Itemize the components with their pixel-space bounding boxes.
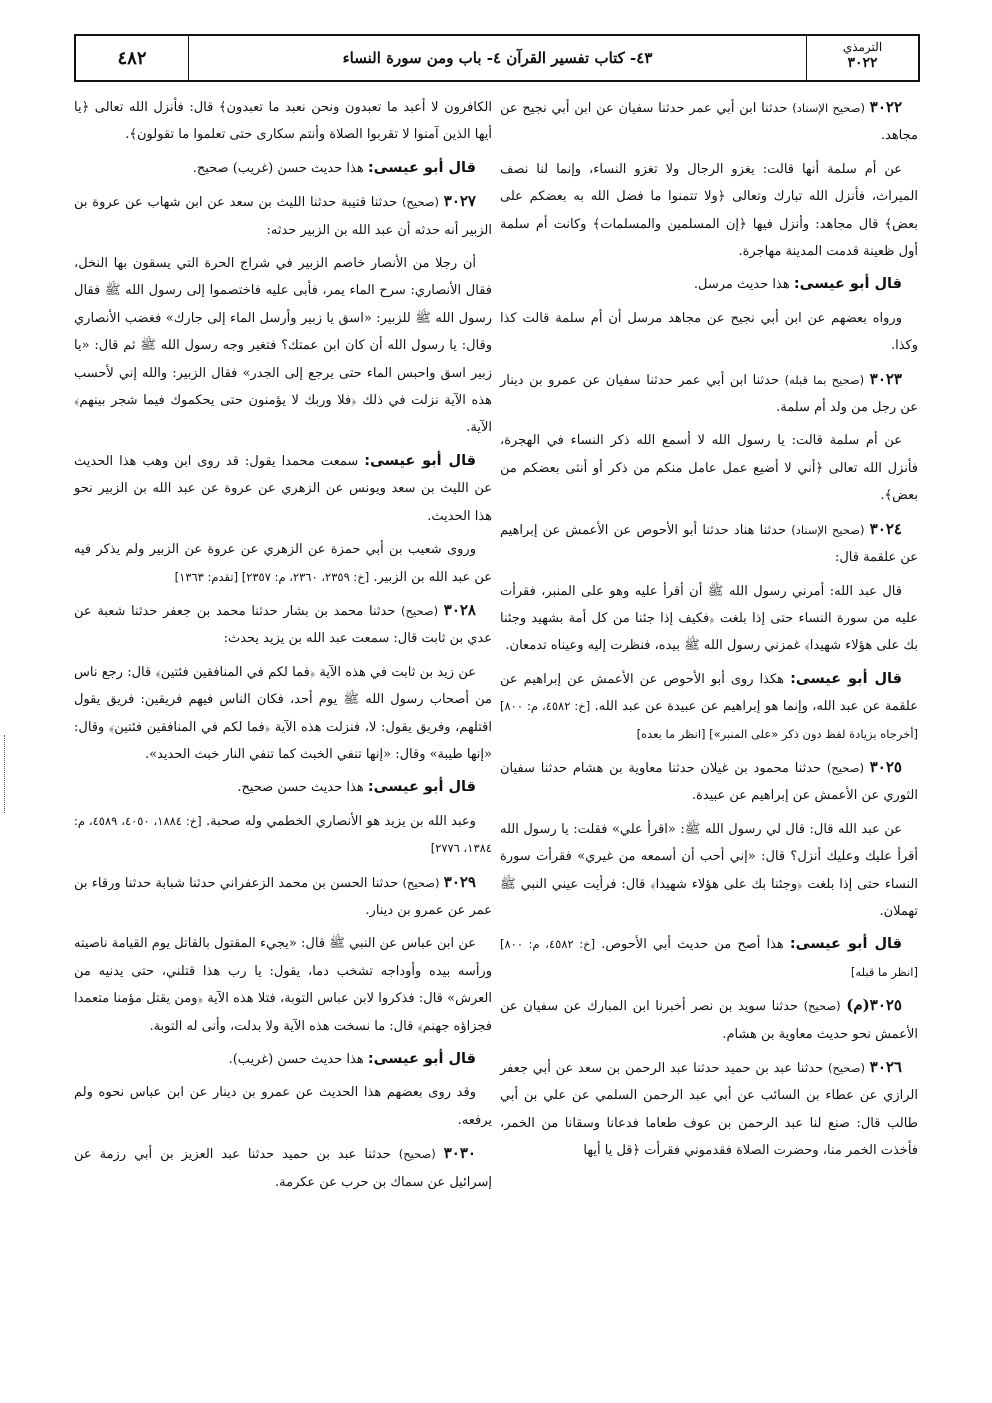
- margin-mark: [4, 735, 6, 813]
- paragraph-text: هذا حديث حسن (غريب).: [228, 1052, 364, 1067]
- hadith-paragraph: [500, 1054, 918, 1165]
- paragraph-text: حدثنا ابن أبي عمر حدثنا سفيان عن عمرو بن دينار عن رجل من ولد أم سلمة.: [500, 372, 918, 416]
- hadith-paragraph: [500, 516, 918, 572]
- paragraph-text: هذا حديث حسن (غريب) صحيح.: [192, 160, 364, 176]
- abu-isa-label: قال أبو عيسى:: [789, 936, 902, 953]
- left-column: [74, 94, 492, 1202]
- text-paragraph: [500, 156, 918, 266]
- paragraph-text: هكذا روى أبو الأحوص عن الأعمش عن إبراهيم عن علقمة عن عبد الله، وإنما هو إبراهيم عن عبيدة عن عبد الله.: [500, 671, 918, 715]
- hadith-grade: (صحيح بما قبله): [784, 372, 865, 387]
- paragraph-text: وقد روى بعضهم هذا الحديث عن عمرو بن دينار عن ابن عباس نحوه ولم يرفعه.: [74, 1085, 492, 1128]
- hadith-grade: (صحيح): [827, 1061, 866, 1075]
- paragraph-text: حدثنا هناد حدثنا أبو الأحوص عن الأعمش عن إبراهيم عن علقمة قال:: [500, 522, 918, 566]
- abu-isa-label: قال أبو عيسى:: [367, 779, 476, 796]
- commentary-paragraph: [500, 931, 918, 986]
- paragraph-text: حدثنا قتيبة حدثنا الليث بن سعد عن ابن شهاب عن عروة بن الزبير أنه حدثه أن عبد الله بن الزبير حدثه:: [74, 195, 492, 238]
- hadith-grade: (صحيح): [401, 603, 439, 618]
- hadith-number: ٣٠٢٦: [869, 1058, 902, 1076]
- text-paragraph: [74, 536, 492, 591]
- hadith-paragraph: [74, 188, 492, 244]
- hadith-grade: (صحيح): [402, 875, 440, 890]
- reference: [خ: ٤٥٨٢، م: ٨٠٠] [انظر ما قبله]: [500, 937, 918, 979]
- book-cell: [806, 36, 918, 80]
- abu-isa-label: قال أبو عيسى:: [364, 452, 477, 469]
- paragraph-text: أن رجلا من الأنصار خاصم الزبير في شراج الحرة التي يسقون بها النخل، فقال الأنصاري: سرح الماء يمر، فأبى عليه فاختصموا إلى رسول الله ﷺ فقال رسول الله ﷺ للزبير: «اسق يا زبير وأرسل الماء إلى جارك» فغضب الأنصاري وقال: يا رسول الله أن كان ابن عمتك؟ فتغير وجه رسول الله ﷺ ثم قال: «يا زبير اسق واحبس الماء حتى يرجع إلى الجدر» فقال الزبير: والله إني لأحسب هذه الآية نزلت في ذلك ﴿فلا وربك لا يؤمنون حتى يحكموك فيما شجر بينهم﴾ الآية.: [74, 256, 492, 436]
- paragraph-text: الكافرون لا أعبد ما تعبدون ونحن نعبد ما تعبدون﴾ قال: فأنزل الله تعالى ﴿يا أيها الذين آمنوا لا تقربوا الصلاة وأنتم سكارى حتى تعلموا ما تقولون﴾.: [74, 100, 492, 143]
- commentary-paragraph: [74, 1046, 492, 1073]
- hadith-paragraph: [500, 94, 918, 150]
- book-name: الترمذي: [842, 40, 883, 54]
- title-cell: [188, 36, 806, 80]
- paragraph-text: عن زيد بن ثابت في هذه الآية ﴿فما لكم في المنافقين فئتين﴾ قال: رجع ناس من أصحاب رسول الله ﷺ يوم أحد، فكان الناس فيهم فريقين: فريق يقول اقتلهم، وفريق يقول: لا، فنزلت هذه الآية ﴿فما لكم في المنافقين فئتين﴾ وقال: «إنها طيبة» وقال: «إنها تنفي الخبث كما تنفي النار خبث الحديد».: [74, 664, 492, 762]
- hadith-paragraph: [74, 597, 492, 653]
- paragraph-text: سمعت محمدا يقول: قد روى ابن وهب هذا الحديث عن الليث بن سعد ويونس عن الزهري عن عروة عن عبد الله بن الزبير نحو هذا الحديث.: [74, 453, 492, 524]
- hadith-grade: (صحيح الإسناد): [791, 522, 865, 537]
- hadith-grade: (صحيح): [803, 999, 841, 1014]
- paragraph-text: هذا أصح من حديث أبي الأحوص.: [601, 937, 784, 953]
- paragraph-text: حدثنا محمود بن غيلان حدثنا معاوية بن هشام حدثنا سفيان الثوري عن الأعمش عن إبراهيم عن عبيدة.: [500, 760, 918, 804]
- hadith-paragraph: [500, 992, 918, 1048]
- reference: [خ: ١٨٨٤، ٤٠٥٠، ٤٥٨٩، م: ١٣٨٤، ٢٧٧٦]: [74, 813, 492, 856]
- paragraph-text: وروى شعيب بن أبي حمزة عن الزهري عن عروة عن الزبير ولم يذكر فيه عن عبد الله بن الزبير.: [74, 542, 492, 585]
- hadith-number: ٣٠٢٥(م): [846, 996, 902, 1015]
- reference: [خ: ٤٥٨٢، م: ٨٠٠] [أخرجاه بزيادة لفظ دون ذكر «على المنبر»] [انظر ما بعده]: [500, 699, 918, 741]
- abu-isa-label: قال أبو عيسى:: [793, 276, 902, 293]
- paragraph-text: ورواه بعضهم عن ابن أبي نجيح عن مجاهد مرسل أن أم سلمة قالت كذا وكذا.: [500, 310, 918, 354]
- hadith-number: ٣٠٢٣: [869, 369, 902, 388]
- hadith-number: ٣٠٢٥: [869, 757, 902, 776]
- hadith-grade: (صحيح): [826, 760, 864, 775]
- commentary-paragraph: [74, 774, 492, 801]
- text-paragraph: [74, 250, 492, 442]
- page-number-cell: [76, 36, 188, 80]
- paragraph-text: حدثنا عبد بن حميد حدثنا عبد الرحمن بن سعد عن أبي جعفر الرازي عن عطاء بن السائب عن أبي عبد الرحمن السلمي عن علي بن أبي طالب قال: صنع لنا عبد الرحمن بن عوف طعاما فدعانا وسقانا من الخمر، فأخذت الخمر منا، وحضرت الصلاة فقدموني فقرأت ﴿قل يا أيها: [500, 1061, 918, 1159]
- text-paragraph: [74, 94, 492, 149]
- page-header: [74, 34, 920, 82]
- hadith-grade: (صحيح الإسناد): [792, 101, 866, 115]
- hadith-range: ٣٠٢٢: [847, 55, 878, 71]
- hadith-paragraph: [74, 1140, 492, 1196]
- paragraph-text: وعبد الله بن يزيد هو الأنصاري الخطمي وله صحبة.: [206, 813, 476, 829]
- abu-isa-label: قال أبو عيسى:: [790, 670, 902, 687]
- paragraph-text: عن أم سلمة أنها قالت: يغزو الرجال ولا تغزو النساء، وإنما لنا نصف الميراث، فأنزل الله تبارك وتعالى ﴿ولا تتمنوا ما فضل الله به بعضكم على بعض﴾ قال مجاهد: وأنزل فيها ﴿إن المسلمين والمسلمات﴾ وكانت أم سلمة أول ظعينة قدمت المدينة مهاجرة.: [500, 161, 918, 260]
- abu-isa-label: قال أبو عيسى:: [367, 159, 476, 176]
- paragraph-text: حدثنا الحسن بن محمد الزعفراني حدثنا شبابة حدثنا ورقاء بن عمر عن عمرو بن دينار.: [74, 875, 492, 918]
- abu-isa-label: قال أبو عيسى:: [367, 1051, 476, 1067]
- paragraph-text: هذا حديث مرسل.: [693, 277, 790, 293]
- paragraph-text: حدثنا محمد بن بشار حدثنا محمد بن جعفر حدثنا شعبة عن عدي بن ثابت قال: سمعت عبد الله بن يزيد يحدث:: [74, 603, 492, 647]
- paragraph-text: حدثنا عبد بن حميد حدثنا عبد العزيز بن أبي رزمة عن إسرائيل عن سماك بن حرب عن عكرمة.: [74, 1147, 492, 1190]
- text-paragraph: [500, 305, 918, 360]
- paragraph-text: حدثنا ابن أبي عمر حدثنا سفيان عن ابن أبي نجيح عن مجاهد.: [500, 101, 918, 144]
- text-paragraph: [74, 808, 492, 863]
- page-number: ٤٨٢: [117, 48, 147, 69]
- chapter-title: ٤٣- كتاب تفسير القرآن ٤- باب ومن سورة النساء: [342, 49, 653, 67]
- paragraph-text: عن ابن عباس عن النبي ﷺ قال: «يجيء المقتول بالقاتل يوم القيامة ناصيته ورأسه بيده وأوداجه تشخب دما، يقول: يا رب هذا قتلني، حتى يدنيه من العرش» قال: فذكروا لابن عباس التوبة، فتلا هذه الآية ﴿ومن يقتل مؤمنا متعمدا فجزاؤه جهنم﴾ قال: ما نسخت هذه الآية ولا بدلت، وأنى له التوبة.: [74, 936, 492, 1034]
- hadith-paragraph: [74, 869, 492, 925]
- paragraph-text: هذا حديث حسن صحيح.: [237, 780, 364, 796]
- text-paragraph: [74, 1079, 492, 1134]
- hadith-number: ٣٠٣٠: [443, 1144, 476, 1163]
- paragraph-text: عن أم سلمة قالت: يا رسول الله لا أسمع الله ذكر النساء في الهجرة، فأنزل الله تعالى ﴿أني لا أضيع عمل عامل منكم من ذكر أو أنثى بعضكم من بعض﴾.: [500, 433, 918, 504]
- hadith-number: ٣٠٢٢: [869, 98, 903, 116]
- hadith-grade: (صحيح): [401, 195, 439, 210]
- hadith-number: ٣٠٢٧: [443, 192, 476, 211]
- hadith-number: ٣٠٢٩: [443, 872, 476, 891]
- commentary-paragraph: [74, 448, 492, 530]
- hadith-paragraph: [500, 366, 918, 422]
- text-paragraph: [500, 578, 918, 660]
- hadith-number: ٣٠٢٨: [443, 600, 476, 619]
- commentary-paragraph: [74, 155, 492, 182]
- hadith-paragraph: [500, 754, 918, 810]
- paragraph-text: حدثنا سويد بن نصر أخبرنا ابن المبارك عن سفيان عن الأعمش نحو حديث معاوية بن هشام.: [500, 999, 918, 1042]
- text-paragraph: [74, 659, 492, 769]
- hadith-grade: (صحيح): [398, 1147, 436, 1162]
- commentary-paragraph: [500, 666, 918, 748]
- text-paragraph: [500, 816, 918, 926]
- right-column: [500, 94, 918, 1171]
- text-paragraph: [74, 930, 492, 1040]
- commentary-paragraph: [500, 271, 918, 298]
- paragraph-text: قال عبد الله: أمرني رسول الله ﷺ أن أقرأ عليه وهو على المنبر، فقرأت عليه من سورة النساء حتى إذا بلغت ﴿فكيف إذا جئنا من كل أمة بشهيد وجئنا بك على هؤلاء شهيدا﴾ غمزني رسول الله ﷺ بيده، فنظرت إليه وعيناه تدمعان.: [500, 583, 918, 654]
- reference: [خ: ٢٣٥٩، ٢٣٦٠، م: ٢٣٥٧] [تقدم: ١٣٦٣]: [174, 569, 370, 584]
- hadith-number: ٣٠٢٤: [869, 519, 902, 538]
- text-paragraph: [500, 427, 918, 509]
- paragraph-text: عن عبد الله قال: قال لي رسول الله ﷺ: «اقرأ علي» فقلت: يا رسول الله أقرأ عليك وعليك أنزل؟ قال: «إني أحب أن أسمعه من غيري» فقرأت سورة النساء حتى إذا بلغت ﴿وجئنا بك على هؤلاء شهيدا﴾ قال: فرأيت عيني النبي ﷺ تهملان.: [500, 821, 918, 919]
